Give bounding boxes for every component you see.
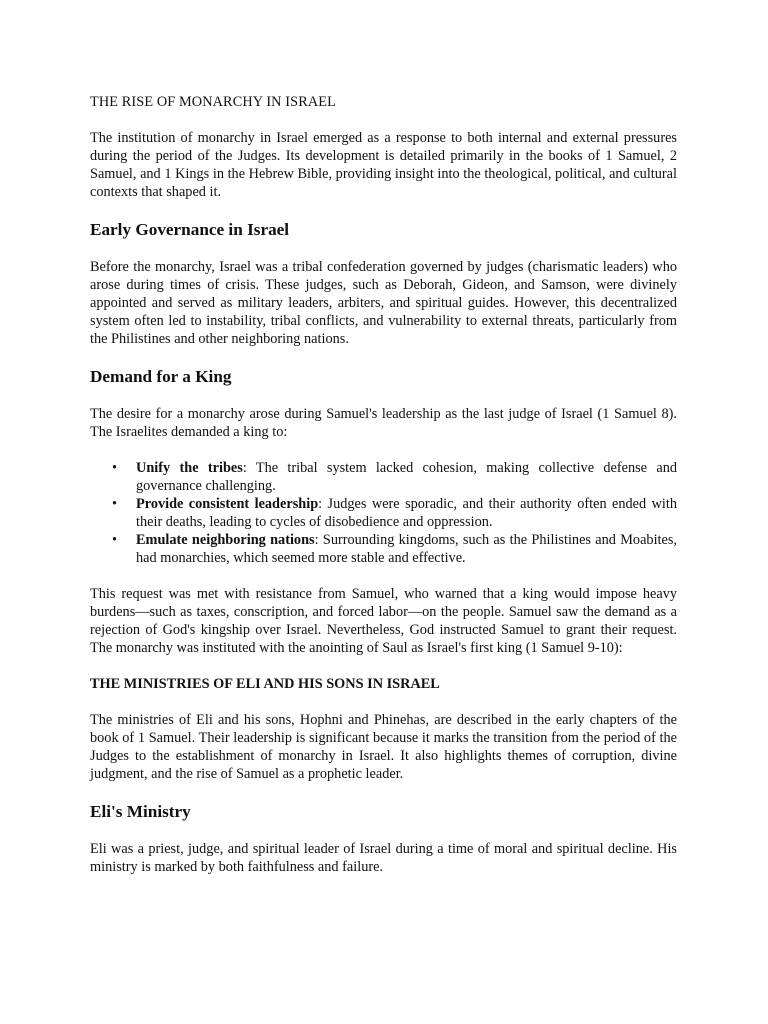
list-item-text: : The tribal system lacked cohesion, making collective defense and governance challenging. <box>136 460 677 494</box>
heading-ministries-of-eli: THE MINISTRIES OF ELI AND HIS SONS IN ISRAEL <box>90 676 440 692</box>
early-governance-paragraph: Before the monarchy, Israel was a tribal confederation governed by judges (charismatic leaders) who arose during times of crisis. These judges, such as Deborah, Gideon, and Samson, were divinely appointed and served as military leaders, arbiters, and spiritual guides. However, this decentralized system often led to instability, tribal conflicts, and vulnerability to external threats, particularly from the Philistines and other neighboring nations. <box>90 259 677 347</box>
ministries-paragraph: The ministries of Eli and his sons, Hophni and Phinehas, are described in the early chapters of the book of 1 Samuel. Their leadership is significant because it marks the transition from the period of the Judges to the establishment of monarchy in Israel. It also highlights themes of corruption, divine judgment, and the rise of Samuel as a prophetic leader. <box>90 712 677 782</box>
elis-ministry-paragraph: Eli was a priest, judge, and spiritual leader of Israel during a time of moral and spiritual decline. His ministry is marked by both faithfulness and failure. <box>90 841 677 875</box>
samuel-resistance-paragraph: This request was met with resistance from Samuel, who warned that a king would impose heavy burdens—such as taxes, conscription, and forced labor—on the people. Samuel saw the demand as a rejection of God's kingship over Israel. Nevertheless, God instructed Samuel to grant their request. The monarchy was instituted with the anointing of Saul as Israel's first king (1 Samuel 9-10): <box>90 586 677 656</box>
list-item-term: Emulate neighboring nations <box>136 532 315 548</box>
list-item-term: Unify the tribes <box>136 460 243 476</box>
heading-early-governance: Early Governance in Israel <box>90 220 290 239</box>
list-item <box>90 531 677 567</box>
bullet-icon: • <box>112 532 118 548</box>
intro-paragraph: The institution of monarchy in Israel emerged as a response to both internal and external pressures during the period of the Judges. Its development is detailed primarily in the books of 1 Samuel, 2 Samuel, and 1 Kings in the Hebrew Bible, providing insight into the theological, political, and cultural contexts that shaped it. <box>90 130 677 200</box>
bullet-icon: • <box>112 496 118 512</box>
list-item-text: : Surrounding kingdoms, such as the Philistines and Moabites, had monarchies, which seemed more stable and effective. <box>136 532 677 566</box>
list-item-text: : Judges were sporadic, and their authority often ended with their deaths, leading to cycles of disobedience and oppression. <box>136 496 677 530</box>
list-item <box>90 459 677 495</box>
list-item-term: Provide consistent leadership <box>136 496 319 512</box>
list-item <box>90 495 677 531</box>
demand-reasons-list <box>90 459 677 567</box>
heading-demand-for-king: Demand for a King <box>90 367 232 386</box>
bullet-icon: • <box>112 460 118 476</box>
document-title: THE RISE OF MONARCHY IN ISRAEL <box>90 94 336 110</box>
heading-elis-ministry: Eli's Ministry <box>90 802 191 821</box>
demand-intro-paragraph: The desire for a monarchy arose during Samuel's leadership as the last judge of Israel (1 Samuel 8). The Israelites demanded a king to: <box>90 406 677 440</box>
